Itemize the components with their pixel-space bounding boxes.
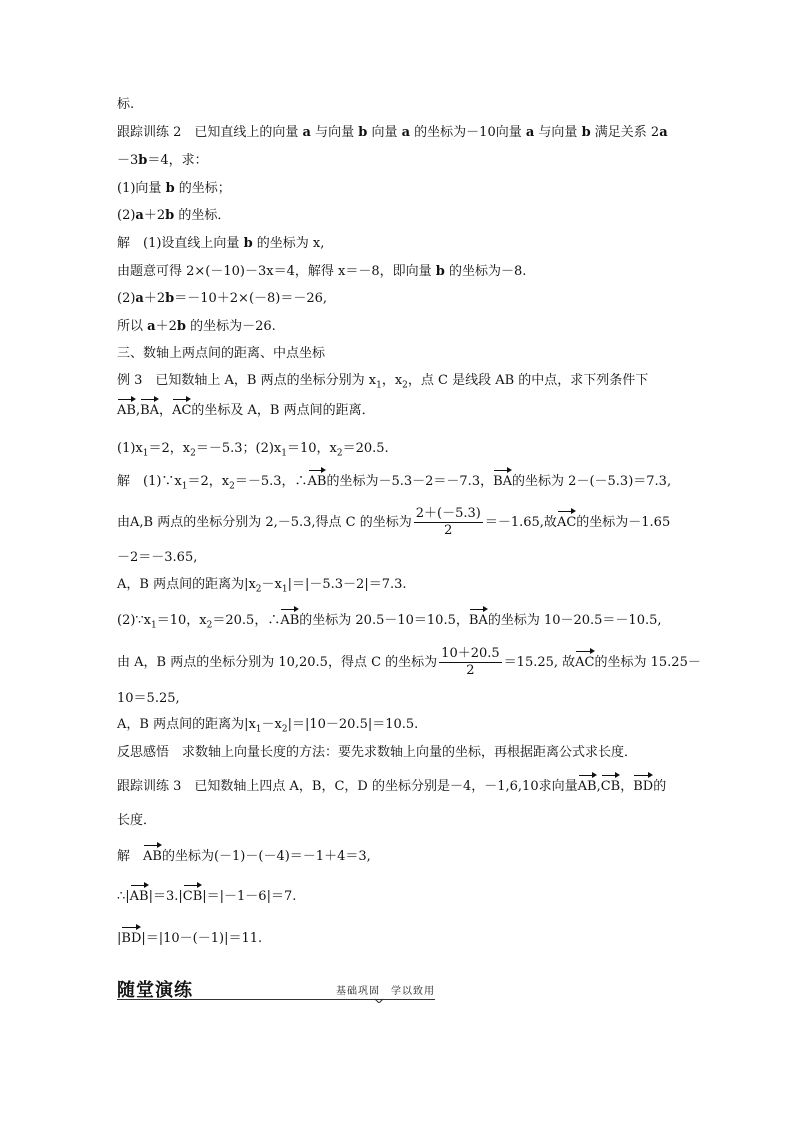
text-line: |BD|＝|10－(－1)|＝11. xyxy=(117,931,263,946)
solution-line: 解 $(1)\because x_1=2$，$x_2=-5.3$，∴AB的坐标为－5.3－2＝－7.3，BA的坐标为 2－(－5.3)＝7.3, xyxy=(117,474,672,492)
vector-ac: AC xyxy=(172,403,192,418)
vector-ab: AB xyxy=(577,779,597,794)
text-line: (1)向量 b 的坐标； xyxy=(117,181,231,196)
vector-cb: CB xyxy=(182,889,203,904)
text-line: AB,BA，AC的坐标及 A，B 两点间的距离． xyxy=(117,403,375,418)
exercise-2-line: 跟踪训练 2 已知直线上的向量 a 与向量 b 向量 a 的坐标为－10向量 a 与向量 b 满足关系 2a xyxy=(117,125,668,140)
vector-ac: AC xyxy=(575,655,595,670)
vector-cb: CB xyxy=(600,779,621,794)
section-footer xyxy=(117,976,435,1002)
text-line: 由 A，B 两点的坐标分别为 10,20.5，得点 C 的坐标为 $\frac{10+20.5}{2}$ ＝15.25, 故AC的坐标为 15.25－ xyxy=(117,646,701,678)
text-line: ∴|AB|＝3.|CB|＝|－1－6|＝7. xyxy=(117,889,297,904)
vector-ab: AB xyxy=(117,403,136,418)
vector-bd: BD xyxy=(633,779,654,794)
text-line: 长度． xyxy=(117,813,157,828)
text-line: 由题意可得 2×(－10)－3x＝4，解得 x＝－8，即向量 b 的坐标为－8. xyxy=(117,264,527,279)
vector-ab: AB xyxy=(280,613,300,628)
vector-ba: BA xyxy=(468,613,488,628)
text-line: 所以 a＋2b 的坐标为－26. xyxy=(117,319,276,334)
vector-bd: BD xyxy=(121,931,142,946)
text-line: A，B 两点间的距离为$|x_1-x_2|=|10-20.5|=10.5$. xyxy=(117,717,419,735)
text-line: (2)a＋2b＝－10＋2×(－8)＝－26, xyxy=(117,291,328,306)
section-rule xyxy=(117,999,435,1000)
text-line: 10＝5.25, xyxy=(117,691,180,706)
text-line: $(2)\because x_1=10$，$x_2=20.5$，∴AB的坐标为 20.5－10＝10.5，BA的坐标为 10－20.5＝－10.5, xyxy=(117,613,662,631)
text-line: $(1)x_1=2$，$x_2=-5.3$；$(2)x_1=10$，$x_2=20.5$. xyxy=(117,441,389,459)
text-line: －2＝－3.65, xyxy=(117,550,198,565)
section-slogan: 基础巩固 学以致用 xyxy=(336,986,435,997)
vector-ab: AB xyxy=(307,474,327,489)
solution-line: 解 (1)设直线上向量 b 的坐标为 x, xyxy=(117,236,325,251)
solution-line: 解 AB的坐标为(－1)－(－4)＝－1＋4＝3, xyxy=(117,849,371,864)
text-line: 标. xyxy=(117,97,135,112)
text-line: －3b＝4，求： xyxy=(117,153,208,168)
vector-ac: AC xyxy=(556,515,577,530)
text-line: 由A,B 两点的坐标分别为 2,－5.3,得点 C 的坐标为 $\frac{2+(-5.3)}{2}$ ＝－1.65,故AC的坐标为－1.65 xyxy=(117,506,671,538)
vector-ab: AB xyxy=(129,889,149,904)
exercise-3-line: 跟踪训练 3 已知数轴上四点 A，B，C，D 的坐标分别是－4，－1,6,10求向量AB,CB，BD的 xyxy=(117,779,667,794)
text-line: A，B 两点间的距离为$|x_2-x_1|=|-5.3-2|=7.3$. xyxy=(117,577,407,595)
fraction: $\frac{10+20.5}{2}$ xyxy=(441,646,500,678)
exercise-label: 跟踪训练 2 xyxy=(117,125,182,140)
reflection-line: 反思感悟 求数轴上向量长度的方法：要先求数轴上向量的坐标，再根据距离公式求长度． xyxy=(117,745,638,760)
vector-ab: AB xyxy=(143,849,162,864)
example-3-line: 例 3 已知数轴上 A，B 两点的坐标分别为 $x_1$，$x_2$，点 C 是线段 AB 的中点，求下列条件下 xyxy=(117,373,649,391)
fraction: $\frac{2+(-5.3)}{2}$ xyxy=(415,506,481,538)
vector-ba: BA xyxy=(140,403,160,418)
section-heading: 三、数轴上两点间的距离、中点坐标 xyxy=(117,346,326,361)
text-line: (2)a＋2b 的坐标． xyxy=(117,208,231,223)
vector-ba: BA xyxy=(493,474,513,489)
rule-notch-icon xyxy=(375,995,383,1003)
section-title: 随堂演练 xyxy=(117,980,193,1001)
